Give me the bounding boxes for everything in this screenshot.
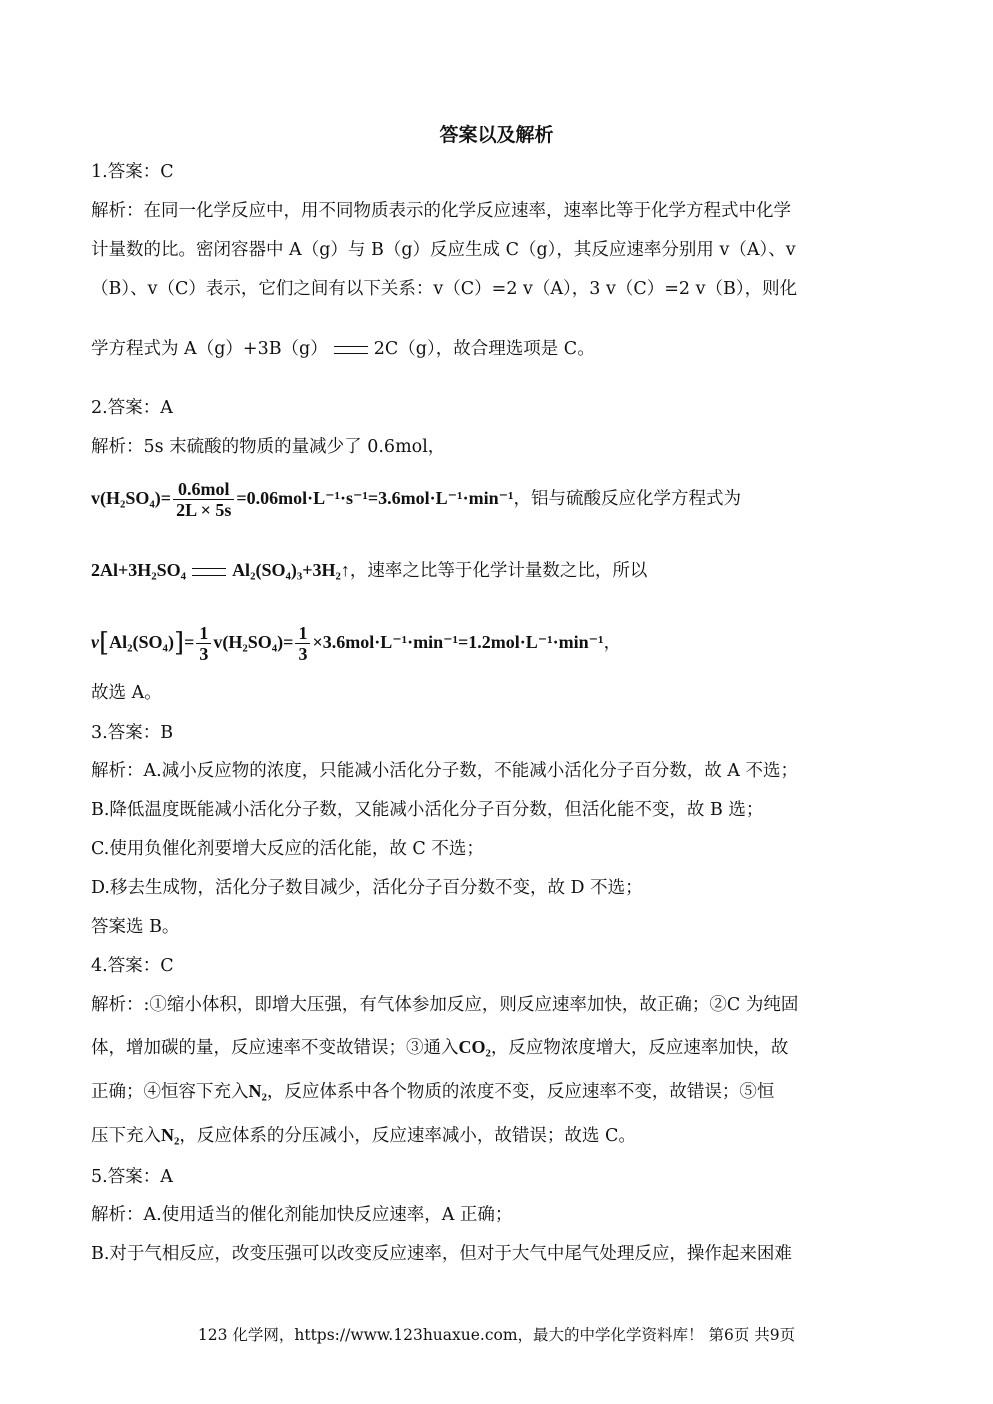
eq3-numerator-2: 1 — [295, 623, 310, 644]
q1-line-1: 解析：在同一化学反应中，用不同物质表示的化学反应速率，速率比等于化学方程式中化学 — [91, 201, 791, 221]
q3-line-1: 解析：A.减小反应物的浓度，只能减小活化分子数，不能减小活化分子百分数，故 A 不选； — [91, 761, 798, 781]
q3-line-3: C.使用负催化剂要增大反应的活化能，故 C 不选； — [91, 839, 484, 859]
page-footer: 123 化学网，https://www.123huaxue.com，最大的中学化学资料库！ 第6页 共9页 — [197, 1326, 796, 1344]
q5-answer: 5.答案：A — [91, 1167, 173, 1187]
eq3-fraction — [196, 623, 211, 664]
eq2-text: ，速率之比等于化学计量数之比，所以 — [349, 561, 648, 581]
q4-line-2 — [91, 1035, 911, 1060]
left-bracket-icon: [ — [99, 628, 110, 658]
q4-line-4b: ，反应体系的分压减小，反应速率减小，故错误；故选 C。 — [179, 1126, 636, 1146]
equals-sign-icon — [334, 346, 368, 354]
q4-line-3 — [91, 1079, 911, 1104]
q4-line-2a: 体，增加碳的量，反应速率不变故错误；③通入 — [91, 1038, 459, 1058]
q4-answer: 4.答案：C — [91, 956, 174, 976]
q3-line-5: 答案选 B。 — [91, 917, 180, 937]
q5-line-2: B.对于气相反应，改变压强可以改变反应速率，但对于大气中尾气处理反应，操作起来困难 — [91, 1244, 792, 1264]
q5-line-1: 解析：A.使用适当的催化剂能加快反应速率，A 正确； — [91, 1205, 513, 1225]
q4-line-2b: ，反应物浓度增大，反应速率加快，故 — [490, 1038, 789, 1058]
eq3-denominator-2: 3 — [298, 644, 308, 664]
q3-answer: 3.答案：B — [91, 723, 174, 743]
q2-equation-2 — [91, 558, 911, 583]
eq3-denominator: 3 — [199, 644, 209, 664]
eq1-numerator: 0.6mol — [173, 479, 234, 500]
q4-co2: CO₂ — [458, 1037, 491, 1057]
q2-equation-3 — [91, 620, 911, 665]
eq1-text: ，铝与硫酸反应化学方程式为 — [513, 489, 741, 509]
q1-line-4 — [91, 337, 911, 361]
eq2-rhs: Al₂(SO₄)₃+3H₂↑ — [232, 560, 350, 580]
q4-line-4 — [91, 1123, 911, 1148]
page-title: 答案以及解析 — [439, 124, 554, 146]
q4-n2-2: N₂ — [161, 1125, 180, 1145]
eq3-mid: = — [184, 632, 195, 652]
eq1-rhs: =0.06mol·L⁻¹·s⁻¹=3.6mol·L⁻¹·min⁻¹ — [236, 488, 514, 508]
eq3-bracket-content: Al₂(SO₄) — [109, 632, 174, 652]
q4-n2: N₂ — [248, 1081, 267, 1101]
eq3-fraction-2 — [295, 623, 310, 664]
q4-line-1: 解析：:①缩小体积，即增大压强，有气体参加反应，则反应速率加快，故正确；②C 为纯固 — [91, 995, 799, 1015]
right-bracket-icon: ] — [173, 628, 185, 658]
q3-line-2: B.降低温度既能减小活化分子数，又能减小活化分子百分数，但活化能不变，故 B 选； — [91, 800, 764, 820]
q2-answer: 2.答案：A — [91, 398, 173, 418]
q2-conclusion: 故选 A。 — [91, 683, 162, 703]
q1-line-4a: 学方程式为 A（g）+3B（g） — [91, 339, 328, 359]
eq1-denominator: 2L × 5s — [176, 500, 232, 520]
eq1-lhs: v(H₂SO₄)= — [91, 488, 172, 508]
eq3-numerator: 1 — [196, 623, 211, 644]
q1-line-3: （B）、v（C）表示，它们之间有以下关系：v（C）=2 v（A），3 v（C）=2 v（B），则化 — [91, 279, 798, 299]
eq3-lhs: v — [91, 632, 99, 652]
eq3-text: ， — [603, 633, 622, 653]
q2-line-1: 解析：5s 末硫酸的物质的量减少了 0.6mol， — [91, 437, 446, 457]
q1-line-4b: 2C（g），故合理选项是 C。 — [373, 339, 595, 359]
eq3-rhs: ×3.6mol·L⁻¹·min⁻¹=1.2mol·L⁻¹·min⁻¹ — [312, 632, 604, 652]
q1-answer: 1.答案：C — [91, 162, 174, 182]
q3-line-4: D.移去生成物，活化分子数目减少，活化分子百分数不变，故 D 不选； — [91, 878, 643, 898]
q2-equation-1 — [91, 476, 911, 521]
eq3-mid2: v(H₂SO₄)= — [213, 632, 294, 652]
eq2-lhs: 2Al+3H₂SO₄ — [91, 560, 187, 580]
q4-line-3a: 正确；④恒容下充入 — [91, 1082, 249, 1102]
q4-line-3b: ，反应体系中各个物质的浓度不变，反应速率不变，故错误；⑤恒 — [266, 1082, 775, 1102]
eq1-fraction — [173, 479, 234, 520]
q1-line-2: 计量数的比。密闭容器中 A（g）与 B（g）反应生成 C（g），其反应速率分别用 v（A）、v — [91, 240, 796, 260]
equals-sign-icon — [192, 568, 226, 576]
q4-line-4a: 压下充入 — [91, 1126, 161, 1146]
